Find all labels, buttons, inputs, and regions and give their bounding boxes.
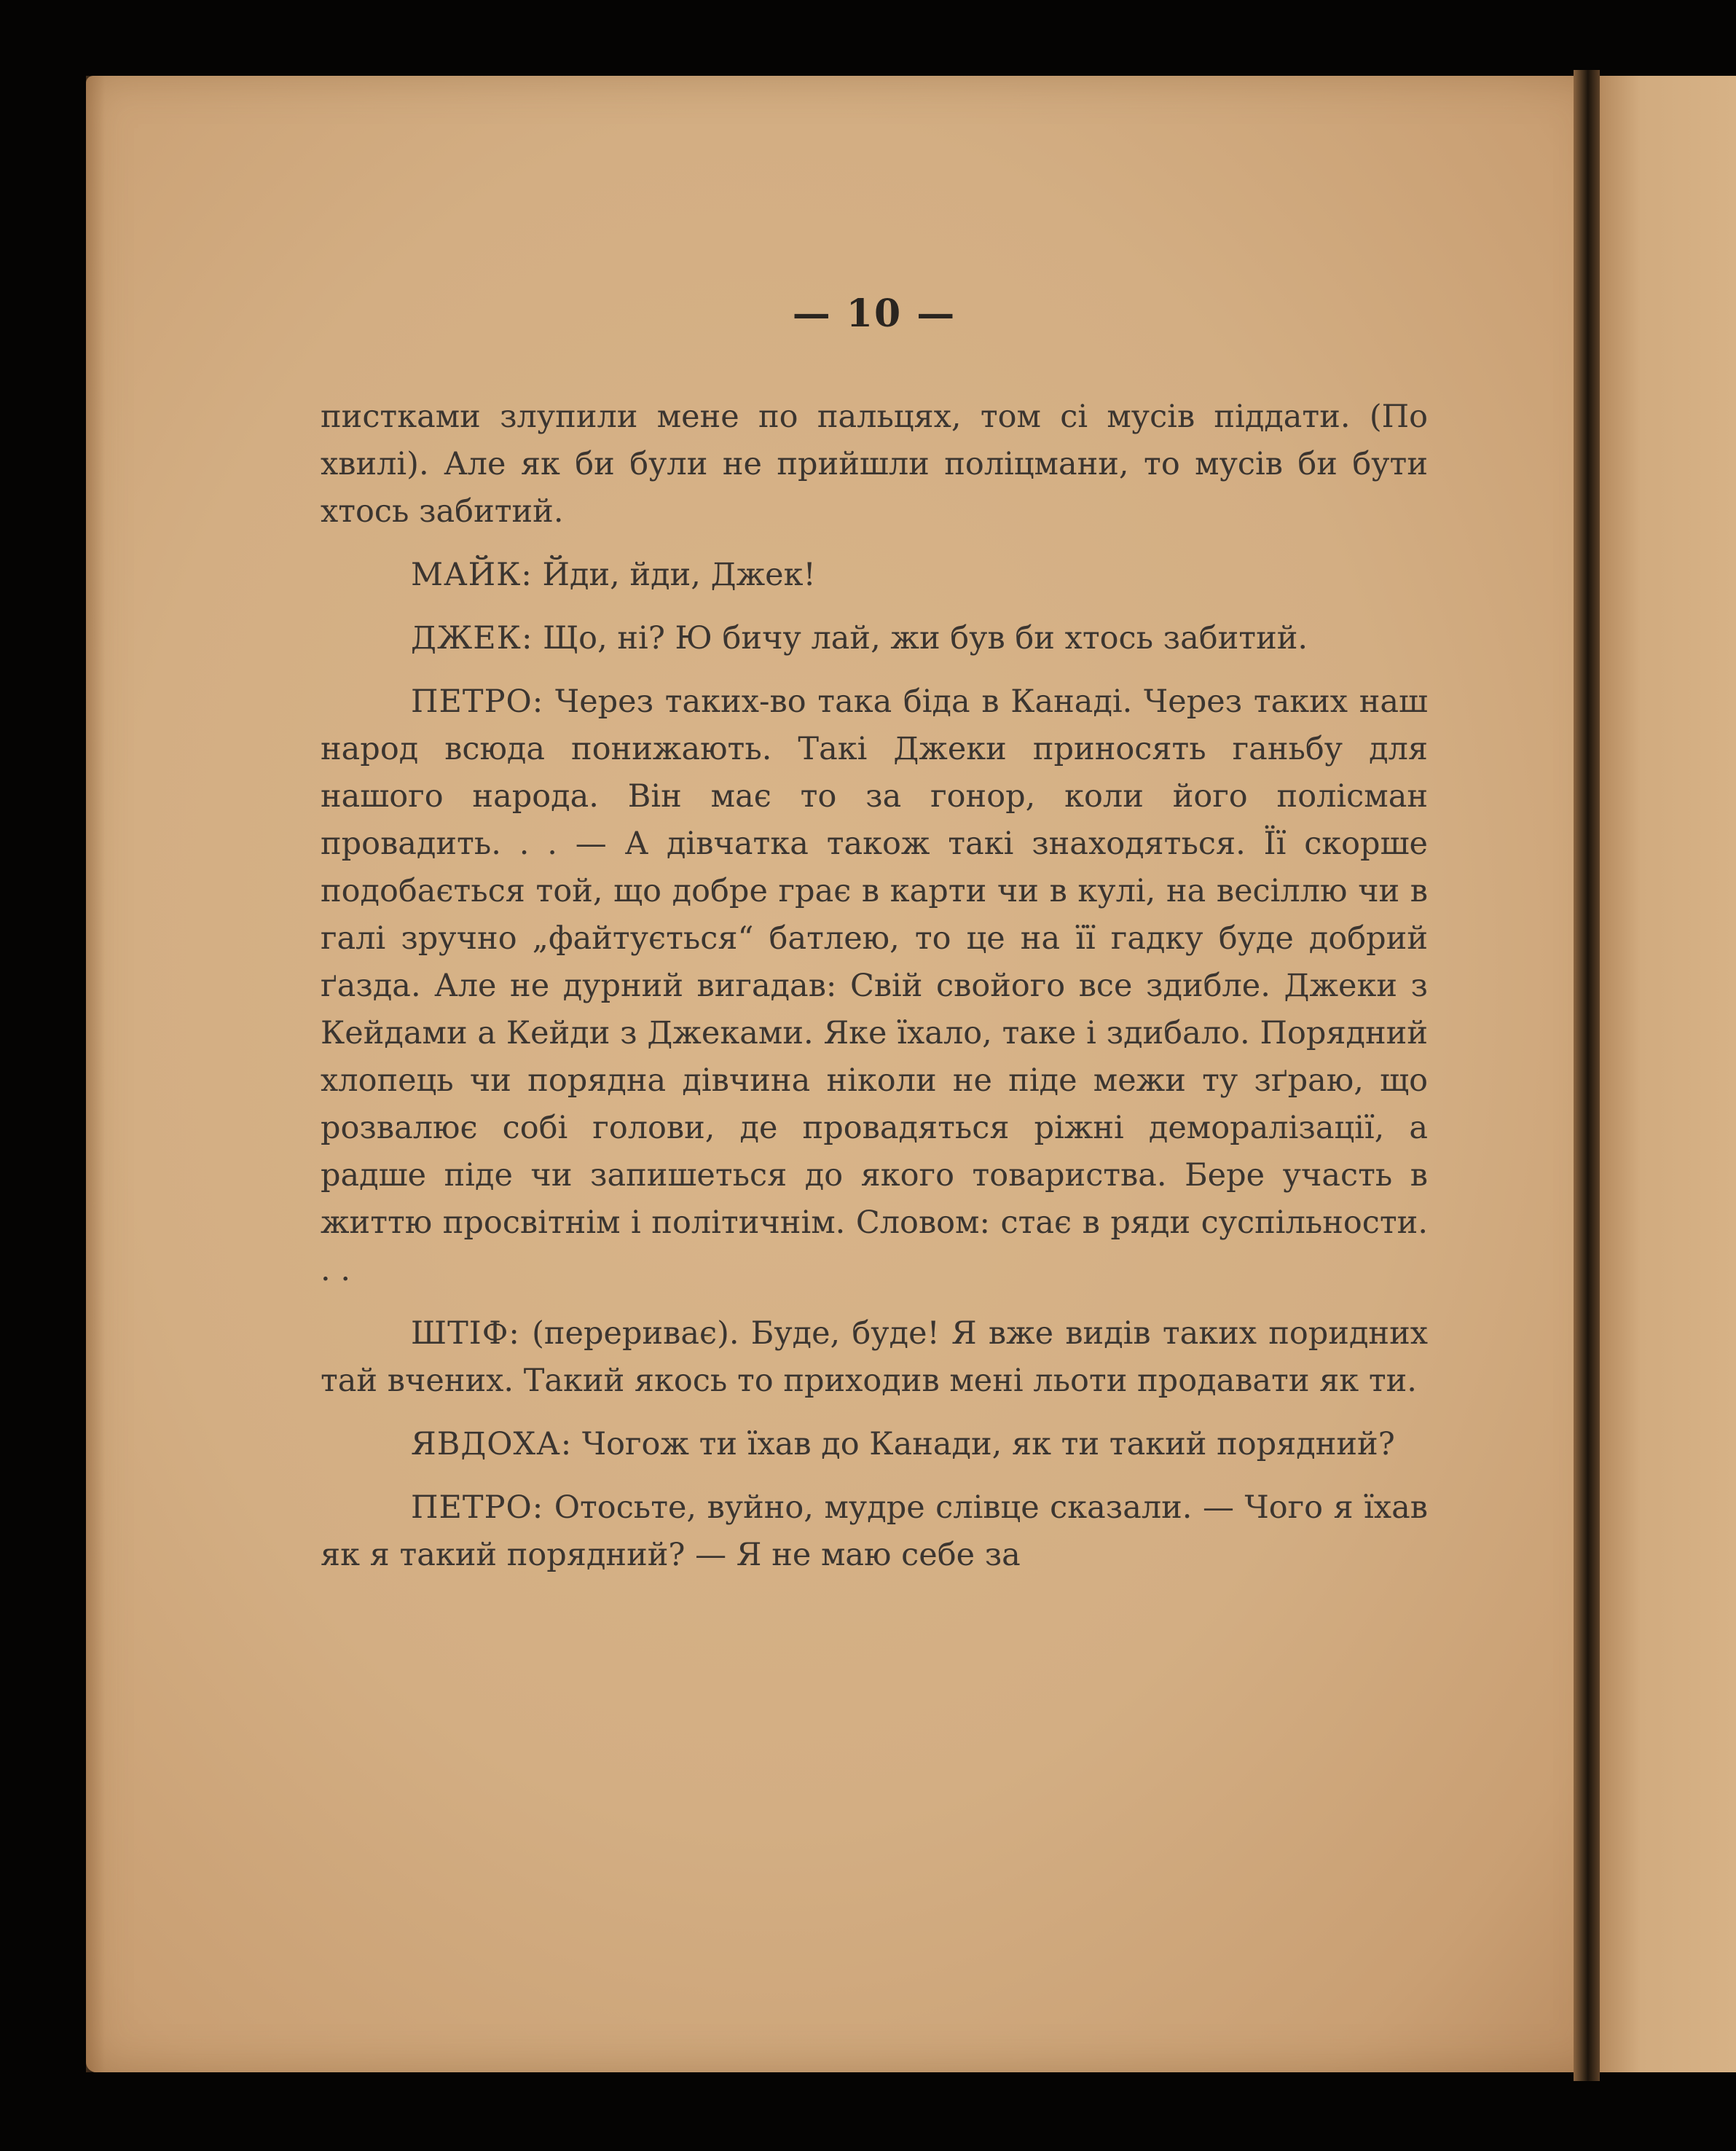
speaker-name: ШТІФ:	[411, 1315, 520, 1352]
page-left-edge	[86, 76, 105, 2072]
paragraph-text: Отосьте, вуйно, мудре слівце сказали. — Чого я їхав як я такий порядний? — Я не маю себе за	[321, 1489, 1429, 1573]
dialogue-line	[321, 1484, 1428, 1579]
paragraph-text: Що, ні? Ю бичу лай, жи був би хтось забитий.	[543, 620, 1308, 657]
book-gutter	[1574, 70, 1600, 2081]
dialogue-line	[321, 1421, 1428, 1468]
paragraph-text: пистками злупили мене по пальцях, том сі мусів піддати. (По хвилі). Але як би були не прийшли поліцмани, то мусів би бути хтось забитий.	[321, 399, 1428, 530]
paragraph-text: Чогож ти їхав до Канади, як ти такий порядний?	[581, 1426, 1395, 1462]
speaker-name: ЯВДОХА:	[411, 1426, 573, 1462]
page-number: — 10 —	[792, 291, 957, 336]
adjacent-page-edge	[1600, 76, 1736, 2072]
paragraph-text: (перериває). Буде, буде! Я вже видів таких поридних тай вчених. Такий якось то приходив мені льоти продавати як ти.	[321, 1315, 1428, 1399]
dialogue-line	[321, 1310, 1428, 1405]
speaker-name: МАЙК:	[411, 557, 533, 593]
dialogue-line	[321, 615, 1428, 662]
paragraph-text: Йди, йди, Джек!	[542, 557, 816, 593]
dialogue-line	[321, 552, 1428, 599]
speaker-name: ПЕТРО:	[411, 683, 544, 720]
page-body	[321, 393, 1428, 1595]
paragraph-text: Через таких-во така біда в Канаді. Через таких наш народ всюда понижають. Такі Джеки приносять ганьбу для нашого народа. Він має то за гонор, коли його полісман провадить. . . — А дівчатка також такі знаходяться. Її скорше подобається той, що добре грає в карти чи в кулі, на весіллю чи в галі зручно „файтується“ батлею, то це на її гадку буде добрий ґазда. Але не дурний вигадав: Свій свойого все здибле. Джеки з Кейдами а Кейди з Джеками. Яке їхало, таке і здибало. Порядний хлопець чи порядна дівчина ніколи не піде межи ту зґраю, що розвалює собі голови, де провадяться ріжні деморалізації, а радше піде чи запишеться до якого товариства. Бере участь в життю просвітнім і політичнім. Словом: стає в ряди суспільности. . .	[321, 683, 1428, 1288]
paragraph-continuation	[321, 393, 1428, 536]
speaker-name: ПЕТРО:	[411, 1489, 544, 1526]
dialogue-line	[321, 678, 1428, 1294]
speaker-name: ДЖЕК:	[411, 620, 533, 657]
